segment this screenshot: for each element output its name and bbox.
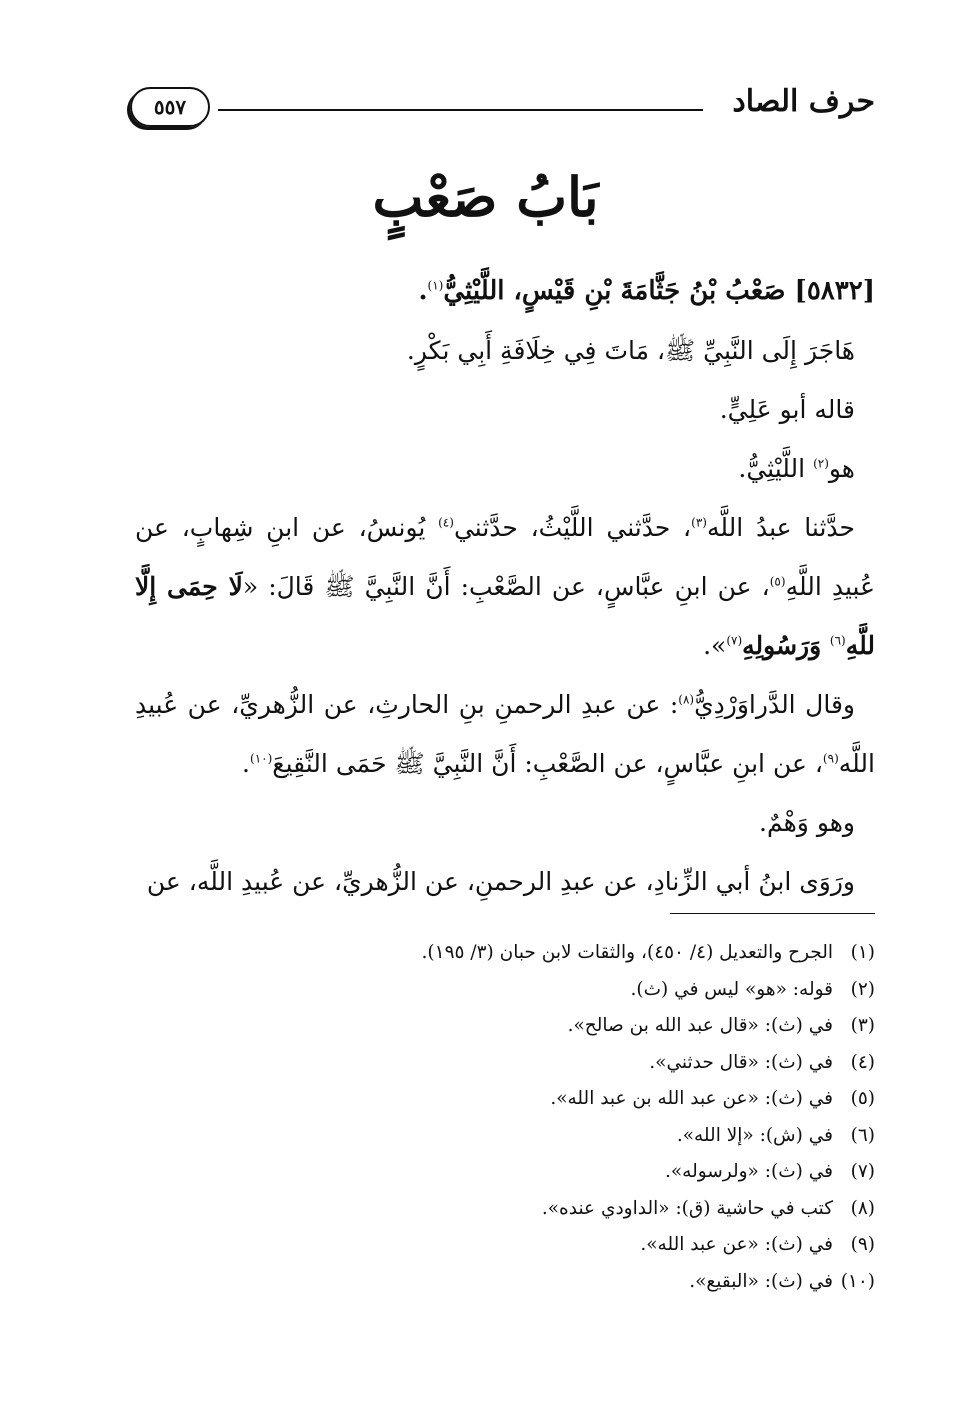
footnote-item: (٦)في (ش): «إلا الله».	[676, 1124, 875, 1146]
footnote-item: (٩)في (ث): «عن عبد الله».	[640, 1234, 875, 1255]
footnote-ref: (١)	[427, 278, 444, 293]
header-title: حرف الصاد	[732, 84, 875, 119]
text-line: ورَوَى ابنُ أبي الزِّنادِ، عن عبدِ الرحمنِ، عن الزُّهريِّ، عن عُبيدِ اللَّه، عن	[146, 867, 855, 896]
hadith-paragraph: حدَّثنا عبدُ اللَّه$^{(٣)}$، حدَّثني اللَّيْثُ، حدَّثني$^{(٤)}$ يُونسُ، عن ابنِ شِهابٍ، عن عُبيدِ اللَّهِ$^{(٥)}$، عن ابنِ عبَّاسٍ، عن الصَّعْبِ: أَنَّ النَّبِيَّ ﷺ قَالَ: «لَا حِمَى إِلَّا للَّهِ$^{(٦)}$ وَرَسُولِهِ$^{(٧)}$».	[135, 513, 875, 660]
footnote-ref: (٩)	[822, 751, 839, 766]
narration-paragraph: وقال الدَّراوَرْدِيُّ$^{(٨)}$: عن عبدِ الرحمنِ بنِ الحارثِ، عن الزُّهريِّ، عن عُبيدِ اللَّه$^{(٩)}$، عن ابنِ عبَّاسٍ، عن الصَّعْبِ: أَنَّ النَّبِيَّ ﷺ حَمَى النَّقِيعَ$^{(١٠)}$.	[135, 690, 875, 778]
footnotes-list	[135, 935, 875, 1300]
entry-heading: [٥٨٣٢] صَعْبُ بْنُ جَثَّامَةَ بْنِ قَيْسٍ، اللَّيْثِيُّ$^{(١)}$.	[418, 276, 875, 306]
text-line: هو$^{(٢)}$ اللَّيْثِيُّ.	[738, 454, 855, 483]
main-text	[135, 262, 875, 911]
footnote-separator	[670, 913, 875, 914]
footnote-item: (٧)في (ث): «ولرسوله».	[664, 1161, 875, 1182]
footnote-item: (٣)في (ث): «قال عبد الله بن صالح».	[567, 1015, 875, 1036]
header-rule	[218, 109, 703, 111]
footnote-item: (٤)في (ث): «قال حدثني».	[649, 1051, 875, 1073]
footnote-ref: (١٠)	[250, 751, 273, 766]
text-line: هَاجَرَ إِلَى النَّبِيِّ ﷺ، مَاتَ فِي خِلَافَةِ أَبِي بَكْرٍ.	[406, 336, 855, 365]
footnote-item: (١٠)في (ث): «البقيع».	[689, 1270, 875, 1292]
footnote-ref: (٥)	[769, 574, 786, 589]
footnote-ref: (٦)	[829, 633, 846, 648]
text-line: قاله أبو عَلِيٍّ.	[719, 395, 855, 424]
entry-number: [٥٨٣٢]	[794, 276, 875, 306]
text-line: وهو وَهْمٌ.	[759, 808, 855, 837]
hadith-quote: لَا حِمَى إِلَّا للَّهِ	[135, 572, 875, 660]
footnote-item: (٥)في (ث): «عن عبد الله بن عبد الله».	[550, 1088, 875, 1109]
footnote-item: (٨)كتب في حاشية (ق): «الداودي عنده».	[541, 1197, 875, 1219]
footnote-ref: (٢)	[813, 456, 829, 471]
running-header	[130, 78, 875, 134]
footnote-item: (٢)قوله: «هو» ليس في (ث).	[630, 978, 875, 1000]
footnote-ref: (٣)	[691, 515, 707, 530]
footnote-ref: (٨)	[678, 692, 695, 707]
page-number-badge: ٥٥٧	[130, 87, 210, 127]
footnote-ref: (٧)	[726, 633, 743, 648]
chapter-title: بَابُ صَعْبٍ	[372, 165, 599, 229]
footnote-ref: (٤)	[438, 515, 454, 530]
hadith-quote: وَرَسُولِهِ	[742, 631, 830, 660]
entry-name: صَعْبُ بْنُ جَثَّامَةَ بْنِ قَيْسٍ، اللَّيْثِيُّ	[443, 276, 786, 306]
footnote-item: (١)الجرح والتعديل (٤/ ٤٥٠)، والثقات لابن حبان (٣/ ١٩٥).	[421, 942, 875, 963]
